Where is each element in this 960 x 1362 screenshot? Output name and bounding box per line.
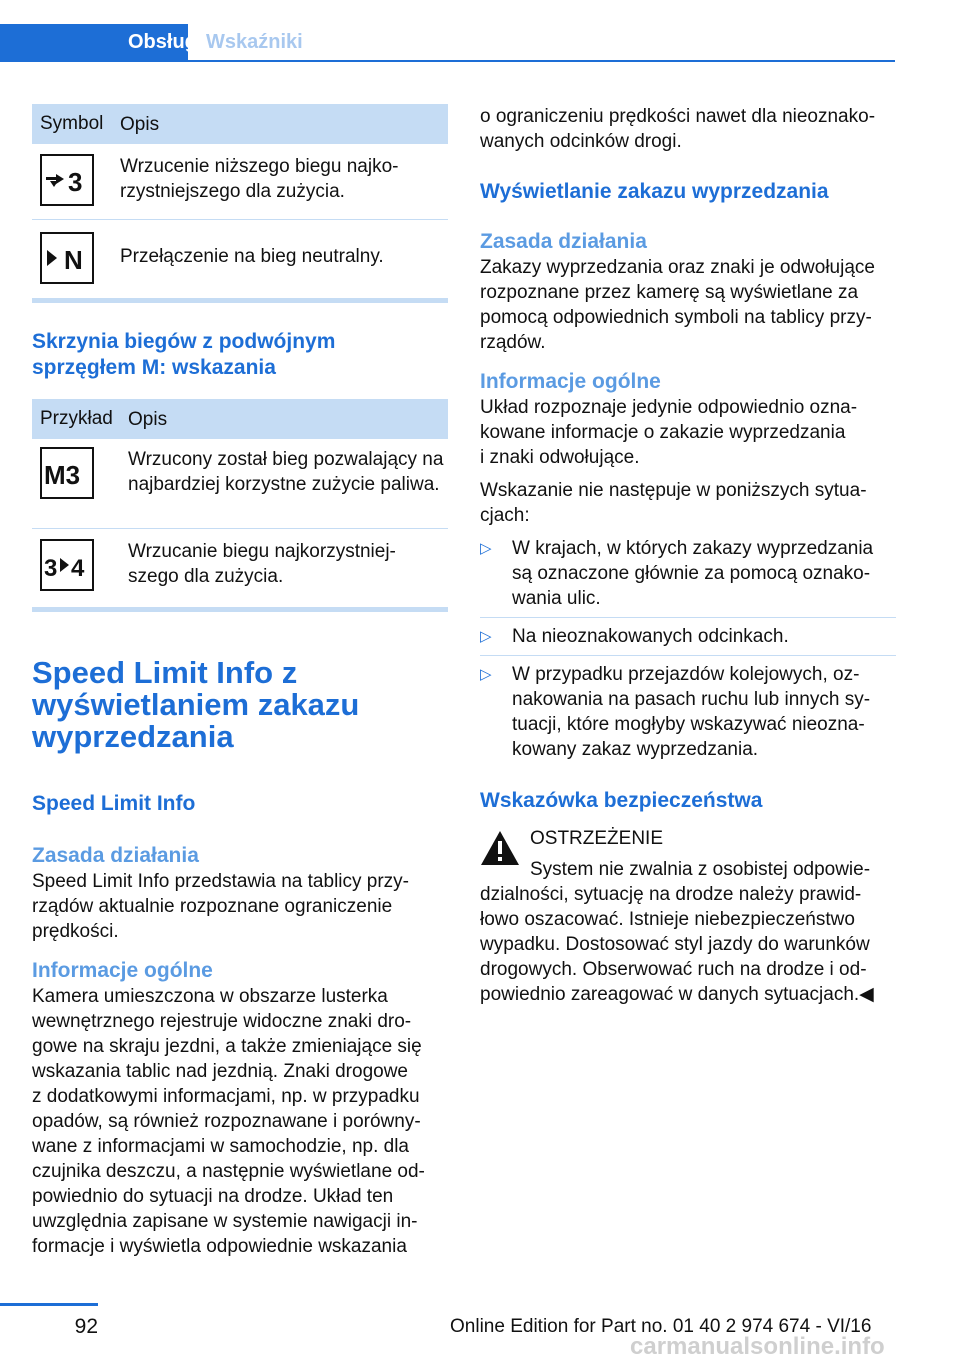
tab-wskazniki-label: Wskaźniki xyxy=(206,31,303,53)
warning-block xyxy=(480,826,896,882)
page-number: 92 xyxy=(74,1315,98,1338)
table-row xyxy=(32,439,448,529)
header-tabs xyxy=(0,24,321,60)
list-item xyxy=(480,624,896,656)
svg-text:3: 3 xyxy=(44,555,58,580)
shift-neutral-icon xyxy=(40,232,94,284)
watermark: carmanualsonline.info xyxy=(630,1333,885,1360)
footer-rule xyxy=(0,1303,98,1306)
safety-heading: Wskazówka bezpieczeństwa xyxy=(480,789,763,812)
downshift-3-icon xyxy=(40,154,94,206)
edition-text: Online Edition for Part no. 01 40 2 974 674 - VI/16 xyxy=(450,1316,872,1337)
table-cell-symbol xyxy=(32,154,120,219)
m3-gear-icon xyxy=(40,447,94,499)
left-column xyxy=(32,104,448,1259)
table-bottom-rule xyxy=(32,298,448,303)
svg-text:3: 3 xyxy=(68,167,83,195)
warning-text: dzialności, sytuację na drodze należy prawid- łowo oszacować. Istnieje niebezpieczeństwo wypadku. Dostosować styl jazdy do warunków drogowych. Obserwować ruch na drodze i od- powiednio zareagować w danych sytuacjach.◀ xyxy=(480,884,874,1005)
table-bottom-rule xyxy=(32,607,448,612)
table-row xyxy=(32,529,448,607)
general-heading: Informacje ogólne xyxy=(32,959,213,982)
dct-heading: Skrzynia biegów z podwójnym sprzęgłem M: wskazania xyxy=(32,330,336,379)
principle-text: Speed Limit Info przedstawia na tablicy przy- rządów aktualnie rozpoznane ograniczenie prędkości. xyxy=(32,871,410,942)
no-overtaking-general-heading: Informacje ogólne xyxy=(480,370,661,393)
situation-list xyxy=(480,536,896,762)
table-cell-desc: Wrzucanie biegu najkorzystniej- szego dla zużycia. xyxy=(128,541,396,587)
tab-obsluga-label: Obsługa xyxy=(128,31,209,53)
list-item xyxy=(480,662,896,762)
table-row xyxy=(32,220,448,298)
page-header xyxy=(0,0,895,62)
bullet-triangle-icon: ▷ xyxy=(480,666,492,683)
table-cell-symbol xyxy=(32,447,128,528)
speed-limit-subheading: Speed Limit Info xyxy=(32,792,196,815)
table-header-example: Przykład xyxy=(40,408,113,429)
upshift-3-4-icon xyxy=(40,539,94,591)
table-header xyxy=(32,104,448,144)
no-overtaking-general-text-2: Wskazanie nie następuje w poniższych sytua- cjach: xyxy=(480,480,867,526)
table-header-symbol: Symbol xyxy=(40,113,104,134)
table-header-desc: Opis xyxy=(120,113,160,135)
no-overtaking-heading: Wyświetlanie zakazu wyprzedzania xyxy=(480,180,829,203)
list-item-text: Na nieoznakowanych odcinkach. xyxy=(512,626,789,647)
svg-text:M3: M3 xyxy=(44,460,81,488)
table-cell-symbol xyxy=(32,539,128,607)
no-overtaking-principle-text: Zakazy wyprzedzania oraz znaki je odwołujące rozpoznane przez kamerę są wyświetlane za pomocą odpowiednich symboli na tablicy przy- rządów. xyxy=(480,257,875,353)
table-cell-desc: Przełączenie na bieg neutralny. xyxy=(120,246,384,267)
table-cell-desc: Wrzucenie niższego biegu najko- rzystniejszego dla zużycia. xyxy=(120,156,399,202)
general-text: Kamera umieszczona w obszarze lusterka wewnętrznego rejestruje widoczne znaki dro- gowe na skraju jezdni, a także zmieniające się wskazania tablic nad jezdnią. Znaki drogowe z dodatkowymi informacjami, np. w przypadku opadów, są również rozpoznawane i porówny- wane z informacjami w samochodzie, np. dla czujnika deszczu, a następnie wyświetlane od- powiednio do sytuacji na drodze. Układ ten uwzględnia zapisane w systemie nawigacji in- formacje i wyświetla odpowiednie wskazania xyxy=(32,986,425,1257)
table-row xyxy=(32,144,448,220)
no-overtaking-general-text: Układ rozpoznaje jedynie odpowiednio ozna- kowane informacje o zakazie wyprzedzania i znaki odwołujące. xyxy=(480,397,858,468)
right-column xyxy=(480,104,896,1007)
header-rule xyxy=(0,60,895,62)
bullet-triangle-icon: ▷ xyxy=(480,628,492,645)
svg-text:N: N xyxy=(64,245,83,273)
symbol-table xyxy=(32,104,448,303)
list-item-text: W krajach, w których zakazy wyprzedzania są oznaczone głównie za pomocą oznako- wania ulic. xyxy=(512,538,874,609)
section-title: Speed Limit Info z wyświetlaniem zakazu wyprzedzania xyxy=(32,655,360,754)
warning-triangle-icon xyxy=(480,830,520,871)
list-item xyxy=(480,536,896,618)
no-overtaking-principle-heading: Zasada działania xyxy=(480,230,647,253)
table-cell-desc: Wrzucony został bieg pozwalający na najbardziej korzystne zużycie paliwa. xyxy=(128,449,444,495)
table-cell-symbol xyxy=(32,232,120,298)
example-table xyxy=(32,399,448,612)
warning-label: OSTRZEŻENIE xyxy=(530,828,664,849)
bullet-triangle-icon: ▷ xyxy=(480,540,492,557)
svg-text:4: 4 xyxy=(71,555,85,580)
list-item-text: W przypadku przejazdów kolejowych, oz- nakowania na pasach ruchu lub innych sy- tuacji, które mogłyby wskazywać nieozna- kowany zakaz wyprzedzania. xyxy=(512,664,871,760)
principle-heading: Zasada działania xyxy=(32,844,199,867)
warning-first-line: System nie zwalnia z osobistej odpowie- xyxy=(530,859,871,880)
table-header-desc: Opis xyxy=(128,408,168,430)
table-header xyxy=(32,399,448,439)
general-text-continued: o ograniczeniu prędkości nawet dla nieoznako- wanych odcinków drogi. xyxy=(480,106,876,152)
tab-obsluga[interactable] xyxy=(0,24,209,60)
